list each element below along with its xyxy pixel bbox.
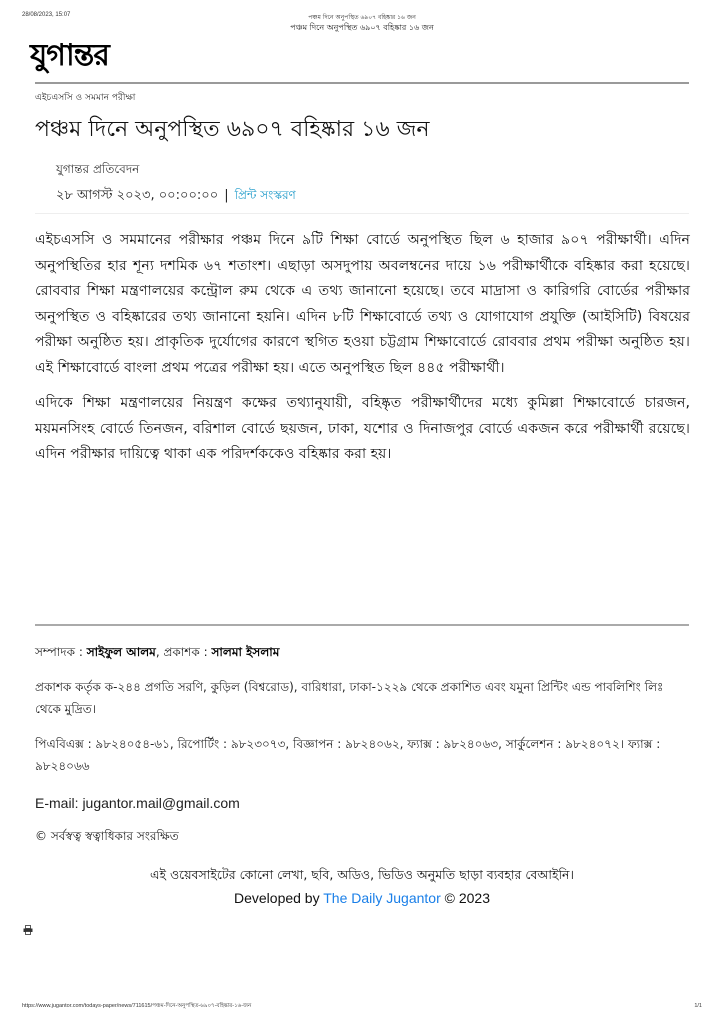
print-edition-link[interactable]: প্রিন্ট সংস্করণ <box>234 188 296 202</box>
site-logo[interactable] <box>30 38 190 74</box>
article-headline: পঞ্চম দিনে অনুপস্থিত ৬৯০৭ বহিষ্কার ১৬ জন <box>35 117 430 142</box>
dateline-separator: | <box>224 188 229 203</box>
contact-phones: পিএবিএক্স : ৯৮২৪০৫৪-৬১, রিপোর্টিং : ৯৮২৩০৭৩, বিজ্ঞাপন : ৯৮২৪০৬২, ফ্যাক্স : ৯৮২৪০৬৩, সার্কুলেশন : ৯৮২৪০৭২। ফ্যাক্স : ৯৮২৪০৬৬ <box>35 737 661 773</box>
developer-credit <box>0 890 724 906</box>
developed-suffix: © 2023 <box>444 890 491 906</box>
editor-name: সাইফুল আলম <box>86 645 156 659</box>
publisher-address: প্রকাশক কর্তৃক ক-২৪৪ প্রগতি সরণি, কুড়িল (বিশ্বরোড), বারিধারা, ঢাকা-১২২৯ থেকে প্রকাশিত এবং যমুনা প্রিন্টিং এন্ড পাবলিশিং লিঃ থেকে মুদ্রিত। <box>35 680 664 716</box>
category-label: এইচএসসি ও সমমান পরীক্ষা <box>35 93 136 103</box>
editor-publisher-line <box>35 644 279 664</box>
article-body <box>35 228 690 478</box>
copyright-notice: © সর্বস্বত্ব স্বত্বাধিকার সংরক্ষিত <box>35 829 179 843</box>
print-footer-page-number: 1/1 <box>694 1003 702 1009</box>
article-paragraph: এইচএসসি ও সমমানের পরীক্ষার পঞ্চম দিনে ৯টি শিক্ষা বোর্ডে অনুপস্থিত ছিল ৬ হাজার ৯০৭ পরীক্ষার্থী। এদিন অনুপস্থিতির হার শূন্য দশমিক ৬৭ শতাংশ। এছাড়া অসদুপায় অবলম্বনের দায়ে ১৬ পরীক্ষার্থীকে বহিষ্কার করা হয়েছে। রোববার শিক্ষা মন্ত্রণালয়ের কন্ট্রোল রুম থেকে এ তথ্য জানানো হয়েছে। তবে মাদ্রাসা ও কারিগরি বোর্ডের পরীক্ষার অনুপস্থিত ও বহিষ্কারের তথ্য জানানো হয়নি। এদিন ৮টি শিক্ষাবোর্ডে তথ্য ও যোগাযোগ প্রযুক্তি (আইসিটি) বিষয়ের পরীক্ষা অনুষ্ঠিত হয়। প্রাকৃতিক দুর্যোগের কারণে স্থগিত হওয়া চট্টগ্রাম শিক্ষাবোর্ডে রোববার প্রথম পরীক্ষা অনুষ্ঠিত হয়। এই শিক্ষাবোর্ডে বাংলা প্রথম পত্রের পরীক্ষা হয়। এতে অনুপস্থিত ছিল ৪৪৫ পরীক্ষার্থী। <box>35 232 690 376</box>
contact-email: E-mail: jugantor.mail@gmail.com <box>35 795 240 811</box>
footer-divider <box>35 624 689 626</box>
print-footer-url: https://www.jugantor.com/todays-paper/news/711615/পঞ্চম-দিনে-অনুপস্থিত-৬৯০৭-বহিষ্কার-১৬-জন <box>22 1003 252 1009</box>
article-author: যুগান্তর প্রতিবেদন <box>56 162 140 176</box>
print-header-title: পঞ্চম দিনে অনুপস্থিত ৬৯০৭ বহিষ্কার ১৬ জন <box>308 14 416 21</box>
logo-text: যুগান্তর <box>30 38 109 73</box>
usage-disclaimer: এই ওয়েবসাইটের কোনো লেখা, ছবি, অডিও, ভিডিও অনুমতি ছাড়া ব্যবহার বেআইনি। <box>149 867 574 882</box>
article-dateline <box>56 186 296 207</box>
page-title: পঞ্চম দিনে অনুপস্থিত ৬৯০৭ বহিষ্কার ১৬ জন <box>290 23 434 32</box>
meta-divider <box>35 213 689 214</box>
article-paragraph: এদিকে শিক্ষা মন্ত্রণালয়ের নিয়ন্ত্রণ কক্ষের তথ্যানুযায়ী, বহিষ্কৃত পরীক্ষার্থীদের মধ্যে কুমিল্লা শিক্ষাবোর্ডে চারজন, ময়মনসিংহ বোর্ডে তিনজন, বরিশাল বোর্ডে ছয়জন, ঢাকা, যশোর ও দিনাজপুর বোর্ডে একজন করে পরীক্ষার্থী রয়েছে। এদিন পরীক্ষার দায়িত্বে থাকা এক পরিদর্শককেও বহিষ্কার করা হয়। <box>35 395 690 462</box>
publish-date: ২৮ আগস্ট ২০২৩, ০০:০০:০০ <box>56 188 219 203</box>
publisher-label: , প্রকাশক : <box>155 645 208 659</box>
developer-link[interactable]: The Daily Jugantor <box>323 890 441 906</box>
publisher-name: সালমা ইসলাম <box>211 645 280 659</box>
developed-prefix: Developed by <box>233 890 320 906</box>
print-header-datetime: 28/08/2023, 15:07 <box>22 12 71 18</box>
editor-label: সম্পাদক : <box>35 645 83 659</box>
header-divider <box>35 82 689 84</box>
printer-icon[interactable] <box>23 920 33 930</box>
